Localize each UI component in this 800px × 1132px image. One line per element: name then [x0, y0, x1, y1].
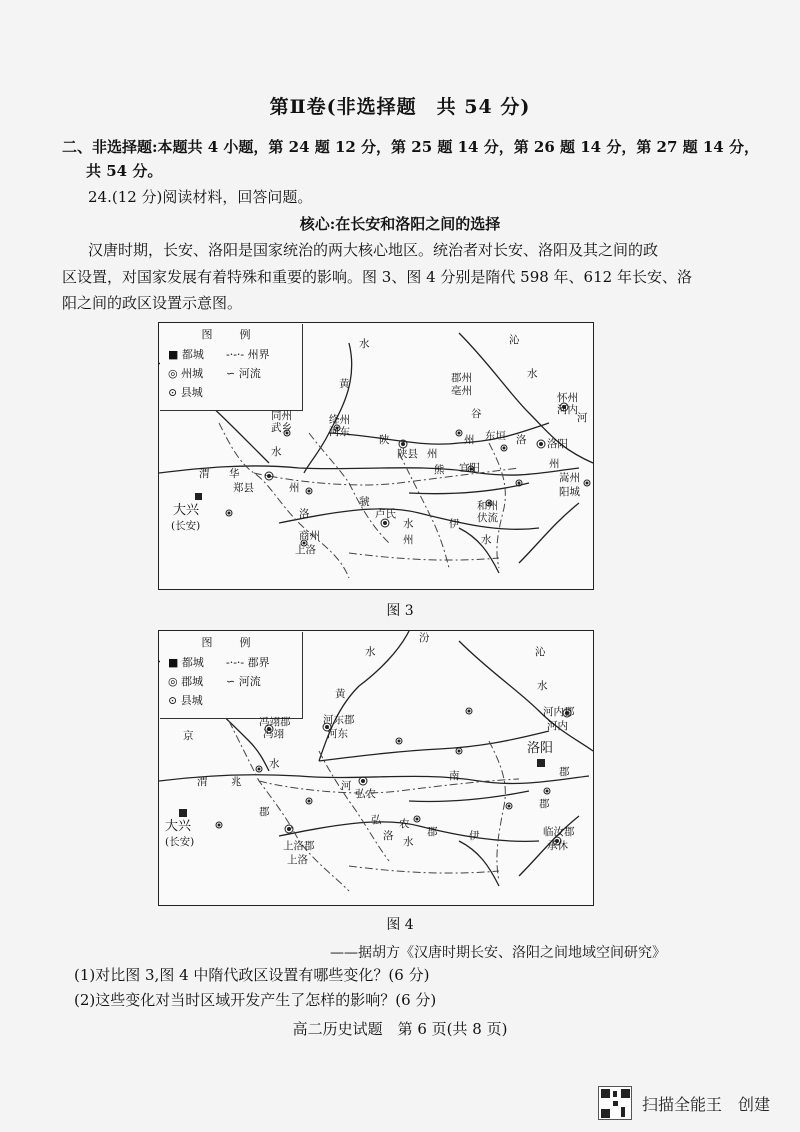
legend-county-city: ⊙ 县城 [168, 386, 203, 399]
map-label: 郡 [539, 798, 550, 810]
section-title: 第Ⅱ卷(非选择题 共 54 分) [269, 96, 531, 118]
material-title: 核心:在长安和洛阳之间的选择 [299, 215, 501, 233]
map-label: 上洛郡 [283, 840, 315, 852]
map-label: (长安) [165, 836, 195, 848]
legend-capital: ■ 都城 [168, 656, 204, 669]
map-4-legend [160, 632, 303, 719]
sub-question-2: (2)这些变化对当时区域开发产生了怎样的影响？(6 分) [74, 991, 437, 1009]
map-label: 兆 [231, 776, 242, 788]
map-label: 临汝郡 [543, 826, 575, 838]
map-figure-3 [158, 322, 594, 590]
legend-capital: ■ 都城 [168, 348, 204, 361]
map-label: 洛 [516, 434, 527, 446]
map-label: 弘 [371, 814, 382, 826]
map-label: 弘农 [355, 788, 376, 800]
instructions-line-1: 二、非选择题:本题共 4 小题，第 24 题 12 分，第 25 题 14 分，第 26 题 14 分，第 27 题 14 分， [62, 138, 759, 156]
map-label: 绛州 [329, 414, 350, 426]
legend-boundary: -·-·- 州界 [226, 348, 270, 361]
map-label: 郡 [427, 826, 438, 838]
map-label: 州 [549, 458, 560, 470]
map-label: 东垣 [485, 430, 506, 442]
map-label: 熊 [434, 464, 445, 476]
capital-square-icon: ■ [168, 656, 179, 669]
map-label: 河东郡 [323, 714, 355, 726]
question-24-header: 24.(12 分)阅读材料，回答问题。 [88, 188, 313, 206]
map-label: 河内 [547, 720, 568, 732]
figure-3-caption: 图 3 [386, 603, 414, 619]
map-label-capital: 大兴 [165, 819, 192, 834]
map-figure-4 [158, 630, 594, 906]
map-label: 冯翊郡 [259, 716, 291, 728]
figure-4-caption: 图 4 [386, 917, 414, 933]
map-label: 亳州 [451, 385, 472, 397]
map-label: 承休 [547, 840, 568, 852]
map-label: 上洛 [295, 544, 316, 556]
map-label: 州 [427, 448, 438, 460]
map-label: 河 [341, 780, 352, 792]
map-label: 伊 [469, 830, 480, 842]
page-footer: 高二历史试题 第 6 页(共 8 页) [292, 1020, 508, 1038]
map-label: 水 [403, 518, 414, 530]
legend-county-city: ⊙ 县城 [168, 694, 203, 707]
map-label: 河内 [557, 404, 578, 416]
map-label: 洛阳 [547, 438, 568, 450]
river-line-icon: ∽ [226, 367, 236, 380]
legend-river: ∽ 河流 [226, 367, 261, 380]
map-label: 黄 [335, 688, 346, 700]
legend-boundary: -·-·- 郡界 [226, 656, 270, 669]
map-label: 和州 [477, 500, 498, 512]
map-label: 伊 [449, 518, 460, 530]
map-label: 郡 [259, 806, 270, 818]
map-label: 渭 [197, 776, 208, 788]
map-label: 洛 [299, 508, 310, 520]
dash-line-icon: -·-·- [226, 656, 245, 669]
map-label: 水 [269, 758, 280, 770]
map-label: 虢 [359, 496, 370, 508]
map-label: 水 [537, 680, 548, 692]
map-label: 商州 [299, 530, 320, 542]
map-3-legend [160, 324, 303, 411]
map-label: 阳城 [559, 486, 580, 498]
map-label: 伏流 [477, 512, 498, 524]
map-label: 洛 [383, 830, 394, 842]
sub-question-1: (1)对比图 3,图 4 中隋代政区设置有哪些变化？(6 分) [74, 966, 430, 984]
double-circle-icon: ◎ [168, 367, 178, 380]
map-label: 南 [449, 770, 460, 782]
map-label: 同州 [271, 410, 292, 422]
legend-title: 图 例 [201, 636, 259, 649]
map-label: 怀州 [557, 392, 578, 404]
map-label: 河东 [329, 426, 350, 438]
map-label: 郑县 [233, 482, 254, 494]
map-label: 冯翊 [263, 728, 284, 740]
map-label: 上洛 [287, 854, 308, 866]
watermark-text: 扫描全能王 创建 [642, 1095, 771, 1114]
legend-commandery-city: ◎ 郡城 [168, 675, 204, 688]
map-label: 沁 [535, 646, 546, 658]
legend-river: ∽ 河流 [226, 675, 261, 688]
map-label-capital: 洛阳 [527, 741, 554, 756]
double-circle-icon: ◎ [168, 675, 178, 688]
capital-square-icon: ■ [168, 348, 179, 361]
map-label: 州 [403, 534, 414, 546]
map-label: 河 [577, 412, 588, 424]
map-label: 水 [359, 338, 370, 350]
map-label: 谷 [471, 408, 482, 420]
map-label: 武乡 [271, 422, 292, 434]
map-label: 州 [464, 434, 475, 446]
dot-circle-icon: ⊙ [168, 386, 178, 399]
map-label: 卢氏 [375, 508, 396, 520]
map-label: 河东 [327, 728, 348, 740]
map-label: 郡州 [451, 372, 472, 384]
legend-prefecture-city: ◎ 州城 [168, 367, 204, 380]
map-label: 宜阳 [459, 462, 480, 474]
map-label: 汾 [419, 632, 430, 644]
map-label: 水 [271, 446, 282, 458]
map-label: 京 [183, 730, 194, 742]
map-label: 郡 [559, 766, 570, 778]
map-label: 水 [527, 368, 538, 380]
scanner-watermark [598, 1086, 788, 1120]
material-paragraph-line-3: 阳之间的政区设置示意图。 [62, 294, 243, 312]
map-label: (长安) [171, 520, 201, 532]
qr-code-icon [598, 1086, 632, 1120]
map-label: 农 [399, 818, 410, 830]
river-line-icon: ∽ [226, 675, 236, 688]
map-label: 嵩州 [559, 472, 580, 484]
map-label: 陕 [379, 434, 390, 446]
instructions-line-2: 共 54 分。 [86, 162, 163, 180]
dash-line-icon: -·-·- [226, 348, 245, 361]
material-paragraph-line-2: 区设置，对国家发展有着特殊和重要的影响。图 3、图 4 分别是隋代 598 年、612 年长安、洛 [62, 268, 692, 286]
map-label: 河内郡 [543, 706, 575, 718]
map-label: 州 [289, 482, 300, 494]
map-label: 华 [229, 468, 240, 480]
legend-title: 图 例 [201, 328, 259, 341]
map-label: 水 [481, 534, 492, 546]
material-paragraph-line-1: 汉唐时期，长安、洛阳是国家统治的两大核心地区。统治者对长安、洛阳及其之间的政 [88, 241, 659, 259]
map-label: 渭 [199, 468, 210, 480]
map-label: 黄 [339, 378, 350, 390]
map-label: 水 [365, 646, 376, 658]
map-label: 沁 [509, 334, 520, 346]
dot-circle-icon: ⊙ [168, 694, 178, 707]
map-label: 陕县 [397, 448, 418, 460]
source-citation: ——据胡方《汉唐时期长安、洛阳之间地域空间研究》 [330, 945, 666, 961]
map-label-capital: 大兴 [173, 503, 200, 518]
map-label: 水 [403, 836, 414, 848]
